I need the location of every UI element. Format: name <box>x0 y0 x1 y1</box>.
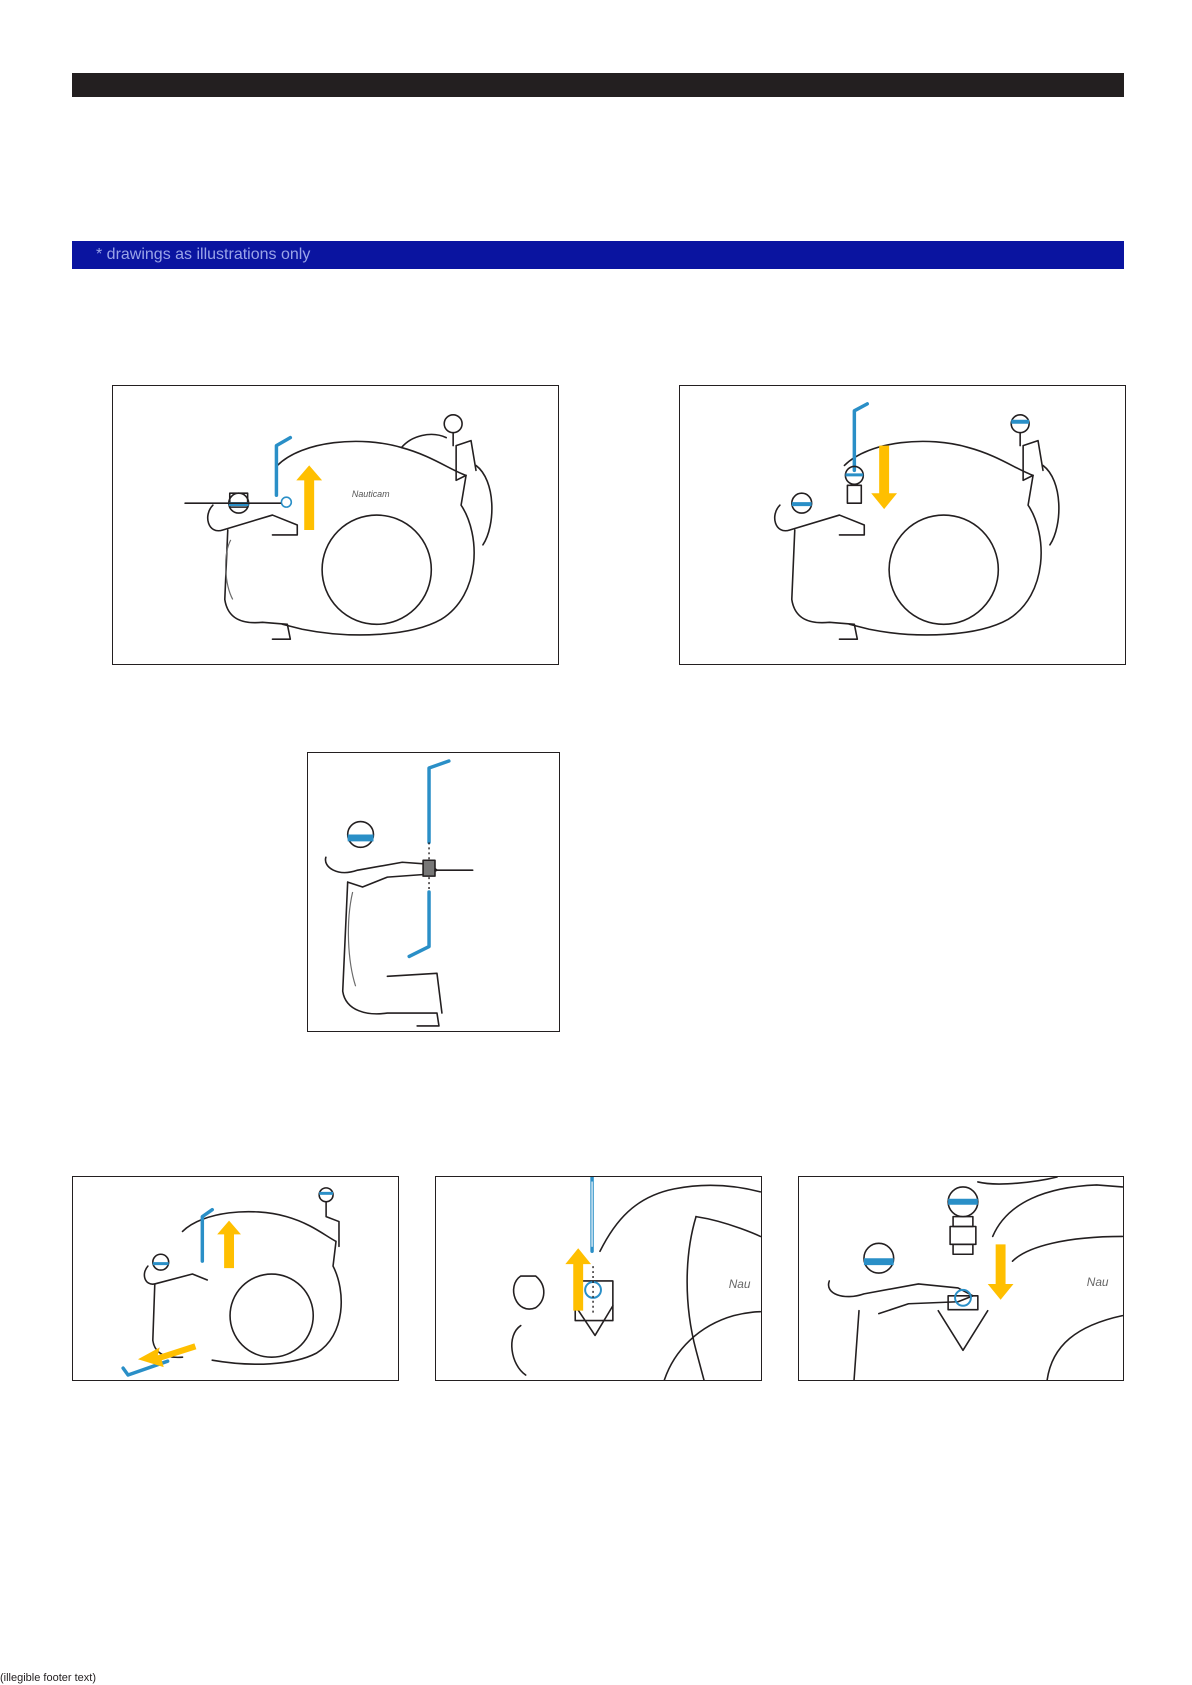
svg-text:Nauticam: Nauticam <box>351 489 390 500</box>
svg-text:Nau: Nau <box>728 1276 751 1291</box>
figure-step-6 <box>798 1176 1124 1381</box>
header-bar <box>72 73 1124 97</box>
housing-insert-ball-illustration <box>680 386 1125 664</box>
illustration-note-banner <box>72 241 1124 269</box>
handle-detail-illustration <box>308 753 559 1031</box>
figure-step-4 <box>72 1176 399 1381</box>
svg-text:Nau: Nau <box>1086 1274 1109 1289</box>
figure-step-2 <box>679 385 1126 665</box>
ball-mount-attach-closeup-illustration <box>799 1177 1123 1380</box>
figure-step-5 <box>435 1176 762 1381</box>
illustration-note-text: * drawings as illustrations only <box>96 246 311 263</box>
screw-removal-closeup-illustration <box>436 1177 761 1380</box>
figure-step-1 <box>112 385 559 665</box>
housing-remove-screw-illustration <box>113 386 558 664</box>
footer-text: (illegible footer text) <box>0 1672 96 1684</box>
housing-remove-grip-illustration <box>73 1177 398 1380</box>
figure-step-3 <box>307 752 560 1032</box>
